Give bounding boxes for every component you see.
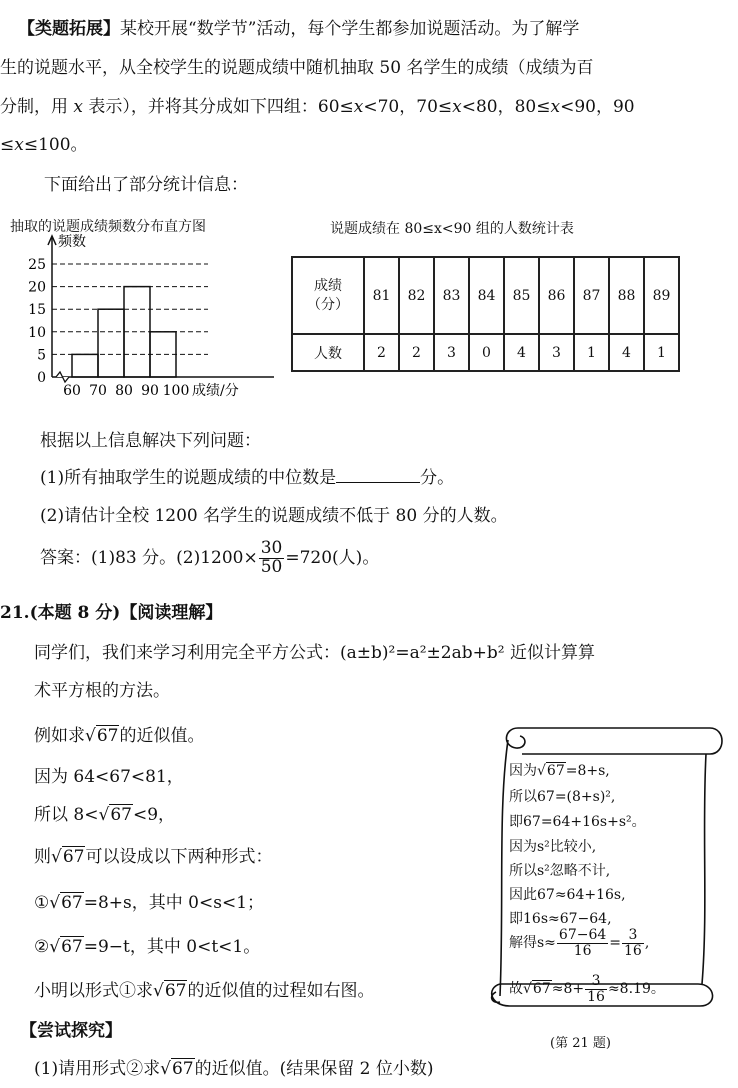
table-cell: 82 xyxy=(399,257,434,334)
x-axis-label: 成绩/分 xyxy=(192,383,239,399)
y-tick-label: 10 xyxy=(28,324,46,341)
y-tick-label: 15 xyxy=(28,302,46,319)
scroll-line-7: 即16s≈67−64, xyxy=(509,911,612,927)
sqrt-67: √67 xyxy=(85,726,119,746)
q21-xiaoming: 小明以形式①求√67的近似值的过程如右图。 xyxy=(34,981,375,1001)
y-tick-label: 25 xyxy=(28,257,46,273)
q21-form-2: ②√67=9−t，其中 0<t<1。 xyxy=(34,937,261,957)
histogram-title: 抽取的说题成绩频数分布直方图 xyxy=(10,219,206,235)
table-cell: 0 xyxy=(469,334,504,371)
table-cell: 3 xyxy=(539,334,574,371)
table-header-count: 人数 xyxy=(292,334,364,371)
table-cell: 2 xyxy=(399,334,434,371)
y-tick-label: 20 xyxy=(28,279,46,296)
table-cell: 4 xyxy=(609,334,644,371)
table-cell: 87 xyxy=(574,257,609,334)
y-tick-label: 0 xyxy=(37,370,46,386)
histogram-bar xyxy=(98,309,124,377)
table-title: 说题成绩在 80≤x<90 组的人数统计表 xyxy=(330,221,574,237)
intro-line-4: ≤x≤100。 xyxy=(0,135,88,155)
intro-line-5: 下面给出了部分统计信息： xyxy=(44,175,248,195)
x-tick-label: 80 xyxy=(115,383,133,399)
scroll-line-2: 所以67=(8+s)², xyxy=(509,789,616,805)
table-cell: 88 xyxy=(609,257,644,334)
scroll-line-9: 故√67≈8+ $\frac{3}{16}$ ≈8.19。 xyxy=(509,973,665,1005)
x-tick-label: 70 xyxy=(89,383,107,399)
histogram-chart xyxy=(0,228,280,406)
table-cell: 3 xyxy=(434,334,469,371)
table-cell: 81 xyxy=(364,257,399,334)
q21-try-1: (1)请用形式②求√67的近似值。(结果保留 2 位小数) xyxy=(34,1059,434,1079)
table-cell: 4 xyxy=(504,334,539,371)
q21-line-1: 同学们，我们来学习利用完全平方公式：(a±b)²=a²±2ab+b² 近似计算算 xyxy=(34,643,595,663)
q21-line-2: 术平方根的方法。 xyxy=(34,681,170,701)
scroll-line-3: 即67=64+16s+s²。 xyxy=(509,814,646,830)
table-cell: 86 xyxy=(539,257,574,334)
questions-lead: 根据以上信息解决下列问题： xyxy=(40,431,261,451)
y-axis-label: 频数 xyxy=(58,234,86,250)
table-cell: 1 xyxy=(574,334,609,371)
answer-line: 答案：(1)83 分。(2)1200× $\frac{30}{50}$ =720(人)。 xyxy=(40,538,380,577)
x-tick-label: 90 xyxy=(141,383,159,399)
table-cell: 83 xyxy=(434,257,469,334)
x-tick-label: 100 xyxy=(162,383,190,399)
q21-try-heading: 【尝试探究】 xyxy=(20,1021,122,1041)
intro-text-1: 某校开展“数学节”活动，每个学生都参加说题活动。为了解学 xyxy=(120,19,580,39)
table-cell: 84 xyxy=(469,257,504,334)
q21-heading: 21.(本题 8 分)【阅读理解】 xyxy=(0,603,223,623)
q21-because: 因为 64<67<81， xyxy=(34,767,184,787)
figure-caption: (第 21 题) xyxy=(550,1036,611,1051)
table-cell: 1 xyxy=(644,334,679,371)
y-tick-label: 5 xyxy=(37,347,46,364)
q21-so: 所以 8<√67<9， xyxy=(34,805,176,825)
table-row-counts xyxy=(292,334,679,371)
q21-form-1: ①√67=8+s，其中 0<s<1； xyxy=(34,893,265,913)
answer-blank xyxy=(336,466,420,483)
intro-line-2: 生的说题水平，从全校学生的说题成绩中随机抽取 50 名学生的成绩（成绩为百 xyxy=(0,58,594,78)
answer-fraction: $\frac{30}{50}$ xyxy=(260,538,283,577)
histogram-bar xyxy=(72,354,98,377)
table-cell: 2 xyxy=(364,334,399,371)
table-header-score: 成绩 （分） xyxy=(292,257,364,334)
table-row-scores xyxy=(292,257,679,334)
stats-table xyxy=(291,256,680,372)
q21-then: 则√67可以设成以下两种形式： xyxy=(34,847,273,867)
intro-line-1 xyxy=(18,14,579,39)
question-1: (1)所有抽取学生的说题成绩的中位数是 分。 xyxy=(40,468,455,488)
table-cell: 85 xyxy=(504,257,539,334)
scroll-line-1: 因为√67=8+s, xyxy=(509,763,610,779)
q21-example: 例如求√67的近似值。 xyxy=(34,726,205,746)
table-cell: 89 xyxy=(644,257,679,334)
question-2: (2)请估计全校 1200 名学生的说题成绩不低于 80 分的人数。 xyxy=(40,506,508,526)
scroll-line-4: 因为s²比较小, xyxy=(509,839,597,855)
x-tick-label: 60 xyxy=(63,383,81,399)
scroll-line-6: 因此67≈64+16s, xyxy=(509,887,626,903)
scroll-line-5: 所以s²忽略不计, xyxy=(509,863,611,879)
intro-tag: 【类题拓展】 xyxy=(18,19,120,39)
axis-break xyxy=(56,372,69,382)
scroll-line-8: 解得s≈ $\frac{67-64}{16}$ = $\frac{3}{16}$ , xyxy=(509,927,650,959)
intro-line-3: 分制，用 x 表示），并将其分成如下四组：60≤x<70，70≤x<80，80≤x<90，90 xyxy=(0,97,635,117)
